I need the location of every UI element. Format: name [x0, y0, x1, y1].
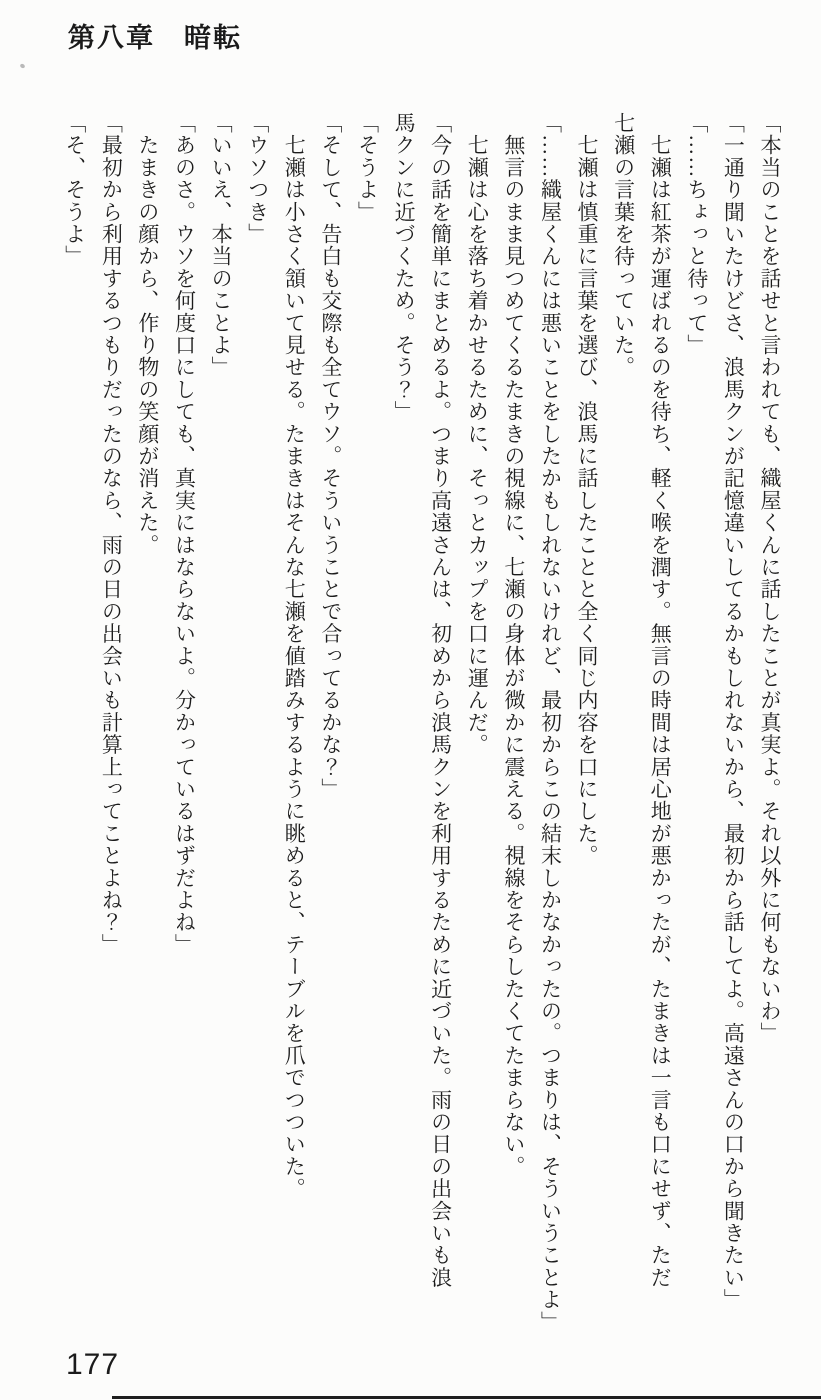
text-line: 「そうよ」	[355, 112, 380, 223]
text-line: 「あのさ。ウソを何度口にしても、真実にはならないよ。分かっているはずだよね」	[172, 112, 197, 956]
body-text	[56, 112, 788, 1333]
chapter-title: 第八章 暗転	[68, 23, 242, 53]
scan-speck	[19, 63, 25, 69]
text-line: 「ウソつき」	[245, 112, 270, 246]
text-line: 七瀬は心を落ち着かせるために、そっとカップを口に運んだ。	[465, 112, 490, 756]
text-line: 「そ、そうよ」	[62, 112, 87, 268]
scan-edge-line	[112, 1396, 821, 1399]
text-line: 七瀬の言葉を待っていた。	[611, 112, 636, 379]
text-line: 「一通り聞いたけどさ、浪馬クンが記憶違いしてるかもしれないから、最初から話してよ。高遠さんの口から聞きたい」	[721, 112, 746, 1311]
text-line: 無言のまま見つめてくるたまきの視線に、七瀬の身体が微かに震える。視線をそらしたくてたまらない。	[501, 112, 526, 1178]
text-line: 「今の話を簡単にまとめるよ。つまり高遠さんは、初めから浪馬クンを利用するために近づいた。雨の日の出会いも浪	[428, 112, 453, 1289]
text-line: 七瀬は慎重に言葉を選び、浪馬に話したことと全く同じ内容を口にした。	[575, 112, 600, 867]
text-line: 七瀬は小さく頷いて見せる。たまきはそんな七瀬を値踏みするように眺めると、テーブルを爪でつついた。	[282, 112, 307, 1200]
page-number: 177	[66, 1348, 120, 1381]
text-line: 「……織屋くんには悪いことをしたかもしれないけれど、最初からこの結末しかなかったの。つまりは、そういうことよ」	[538, 112, 563, 1333]
text-line: 馬クンに近づくため。そう？」	[392, 112, 417, 423]
text-line: 「そして、告白も交際も全てウソ。そういうことで合ってるかな？」	[318, 112, 343, 801]
text-line: 「本当のことを話せと言われても、織屋くんに話したことが真実よ。それ以外に何もないわ」	[758, 112, 782, 1045]
text-line: 七瀬は紅茶が運ばれるのを待ち、軽く喉を潤す。無言の時間は居心地が悪かったが、たまきは一言も口にせず、ただ	[648, 112, 673, 1289]
text-line: 「……ちょっと待って」	[684, 112, 709, 357]
text-line: 「最初から利用するつもりだったのなら、雨の日の出会いも計算上ってことよね？」	[99, 112, 124, 956]
text-line: たまきの顔から、作り物の笑顔が消えた。	[135, 112, 160, 556]
text-line: 「いいえ、本当のことよ」	[209, 112, 234, 379]
